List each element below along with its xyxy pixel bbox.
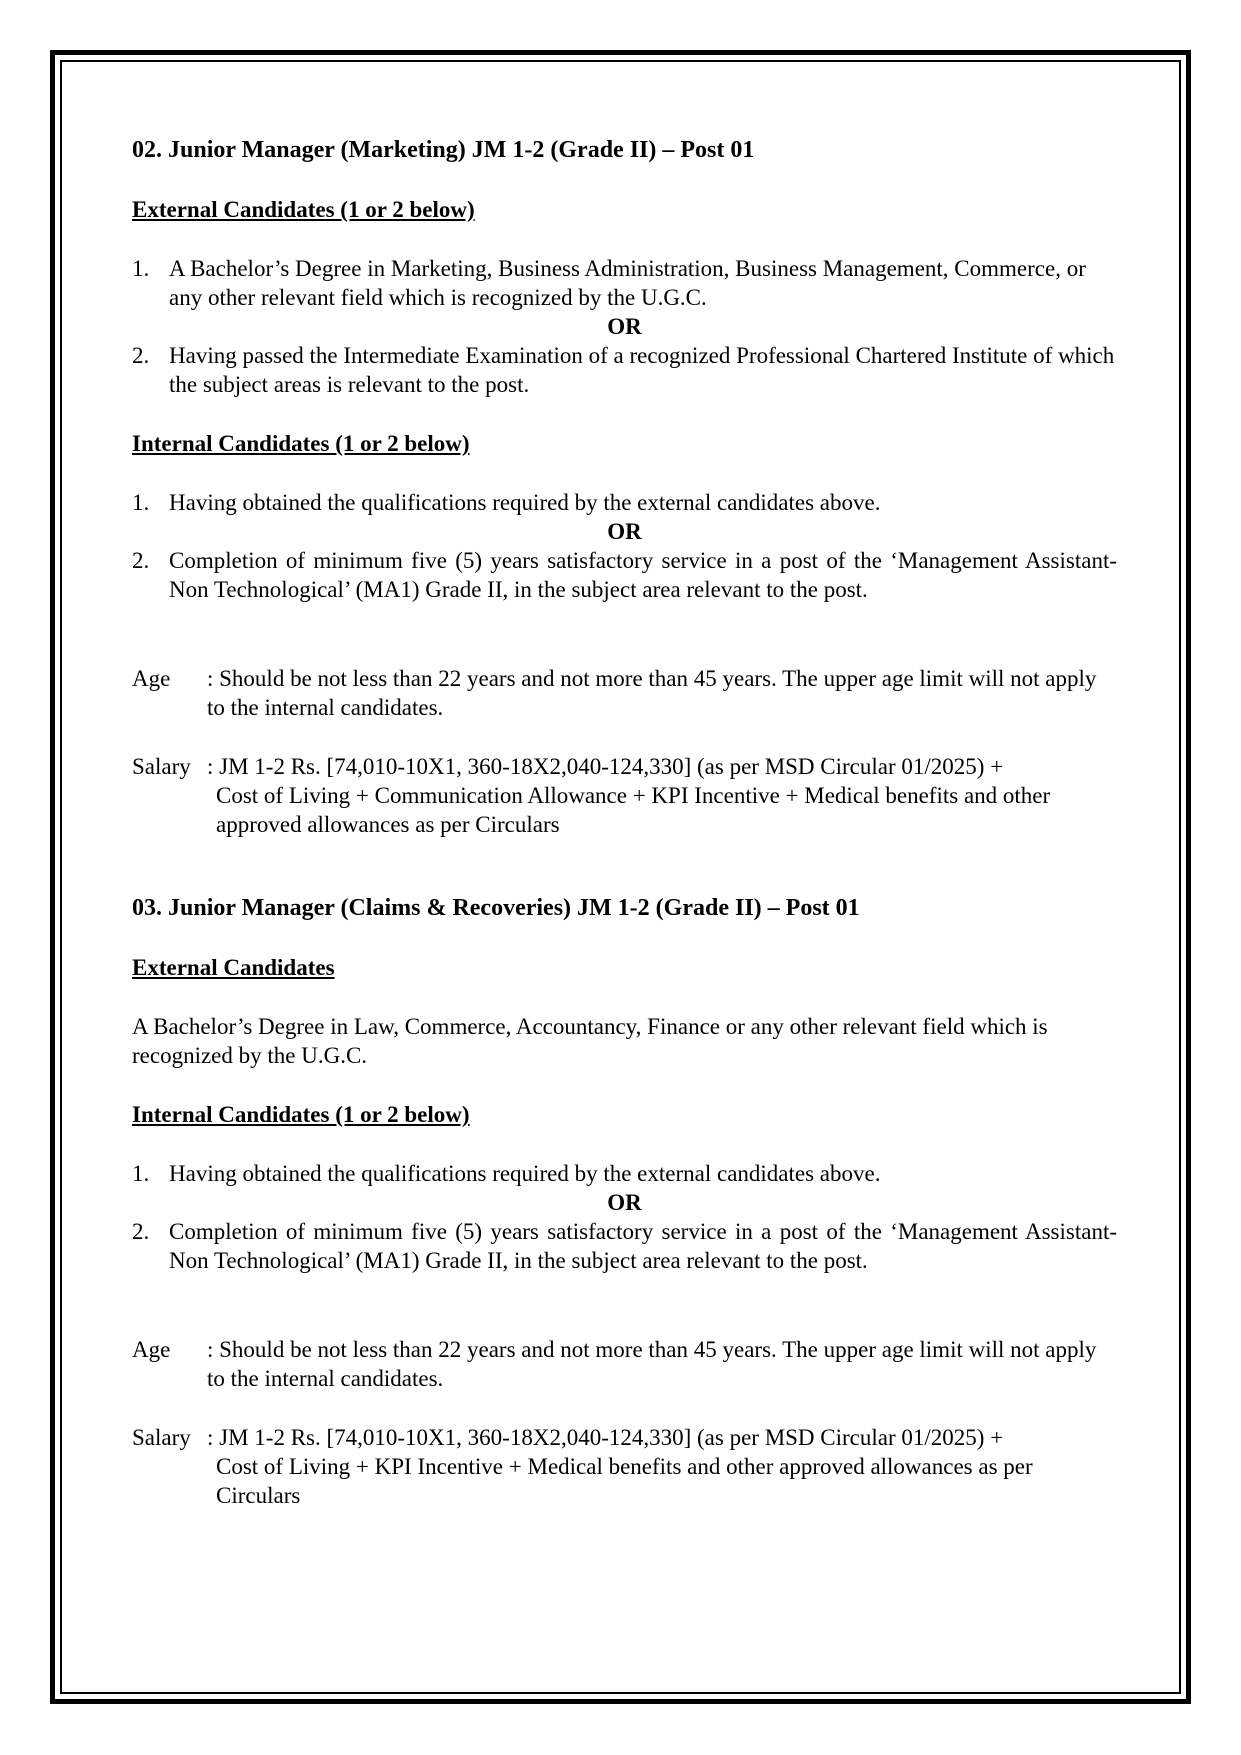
external-candidates-heading: External Candidates (1 or 2 below) xyxy=(132,197,475,222)
item-number: 1. xyxy=(132,1161,150,1186)
internal-candidates-heading: Internal Candidates (1 or 2 below) xyxy=(132,431,470,456)
item-number: 1. xyxy=(132,490,150,515)
external-candidates-list xyxy=(132,254,1117,399)
item-number: 1. xyxy=(132,256,150,281)
age-label: Age xyxy=(132,666,171,691)
section-heading: 03. Junior Manager (Claims & Recoveries) JM 1-2 (Grade II) – Post 01 xyxy=(132,895,860,921)
item-text: Having obtained the qualifications required by the external candidates above. xyxy=(169,1161,881,1186)
age-requirement xyxy=(132,1335,1117,1393)
item-text: Having obtained the qualifications required by the external candidates above. xyxy=(169,490,881,515)
or-separator: OR xyxy=(607,519,642,544)
internal-candidates-list xyxy=(132,1159,1117,1275)
item-number: 2. xyxy=(132,548,150,573)
list-item xyxy=(132,341,1117,399)
salary-info xyxy=(132,752,1117,839)
item-text: Completion of minimum five (5) years satisfactory service in a post of the ‘Management Assistant-Non Technological’ (MA1) Grade II, in the subject area relevant to the post. xyxy=(169,1219,1117,1273)
external-candidates-text: A Bachelor’s Degree in Law, Commerce, Accountancy, Finance or any other relevant field which is recognized by the U.G.C. xyxy=(132,1014,1048,1068)
or-separator: OR xyxy=(607,314,642,339)
document-body xyxy=(132,136,1117,1510)
internal-candidates-heading: Internal Candidates (1 or 2 below) xyxy=(132,1102,470,1127)
age-label: Age xyxy=(132,1337,171,1362)
item-number: 2. xyxy=(132,343,150,368)
salary-line-2: Cost of Living + Communication Allowance + KPI Incentive + Medical benefits and other approved allowances as per Circulars xyxy=(216,783,1051,837)
item-text: A Bachelor’s Degree in Marketing, Business Administration, Business Management, Commerce, or any other relevant field which is recognized by the U.G.C. xyxy=(169,256,1086,310)
internal-candidates-list xyxy=(132,488,1117,604)
item-text: Completion of minimum five (5) years satisfactory service in a post of the ‘Management Assistant-Non Technological’ (MA1) Grade II, in the subject area relevant to the post. xyxy=(169,548,1117,602)
salary-info xyxy=(132,1423,1117,1510)
section-junior-manager-marketing xyxy=(132,136,1117,839)
item-text: Having passed the Intermediate Examination of a recognized Professional Chartered Institute of which the subject areas is relevant to the post. xyxy=(169,343,1115,397)
age-requirement xyxy=(132,664,1117,722)
section-junior-manager-claims-recoveries xyxy=(132,894,1117,1510)
age-text: : Should be not less than 22 years and not more than 45 years. The upper age limit will not apply to the internal candidates. xyxy=(207,666,1097,720)
list-item xyxy=(132,1217,1117,1275)
salary-label: Salary xyxy=(132,1425,191,1450)
section-heading: 02. Junior Manager (Marketing) JM 1-2 (Grade II) – Post 01 xyxy=(132,137,755,163)
list-item xyxy=(132,488,1117,517)
list-item xyxy=(132,546,1117,604)
salary-line-2: Cost of Living + KPI Incentive + Medical benefits and other approved allowances as per Circulars xyxy=(216,1454,1033,1508)
salary-line-1: : JM 1-2 Rs. [74,010-10X1, 360-18X2,040-124,330] (as per MSD Circular 01/2025) + xyxy=(207,754,1004,779)
list-item xyxy=(132,254,1117,312)
or-separator: OR xyxy=(607,1190,642,1215)
age-text: : Should be not less than 22 years and not more than 45 years. The upper age limit will not apply to the internal candidates. xyxy=(207,1337,1097,1391)
salary-line-1: : JM 1-2 Rs. [74,010-10X1, 360-18X2,040-124,330] (as per MSD Circular 01/2025) + xyxy=(207,1425,1004,1450)
salary-label: Salary xyxy=(132,754,191,779)
external-candidates-heading: External Candidates xyxy=(132,955,335,980)
list-item xyxy=(132,1159,1117,1188)
item-number: 2. xyxy=(132,1219,150,1244)
